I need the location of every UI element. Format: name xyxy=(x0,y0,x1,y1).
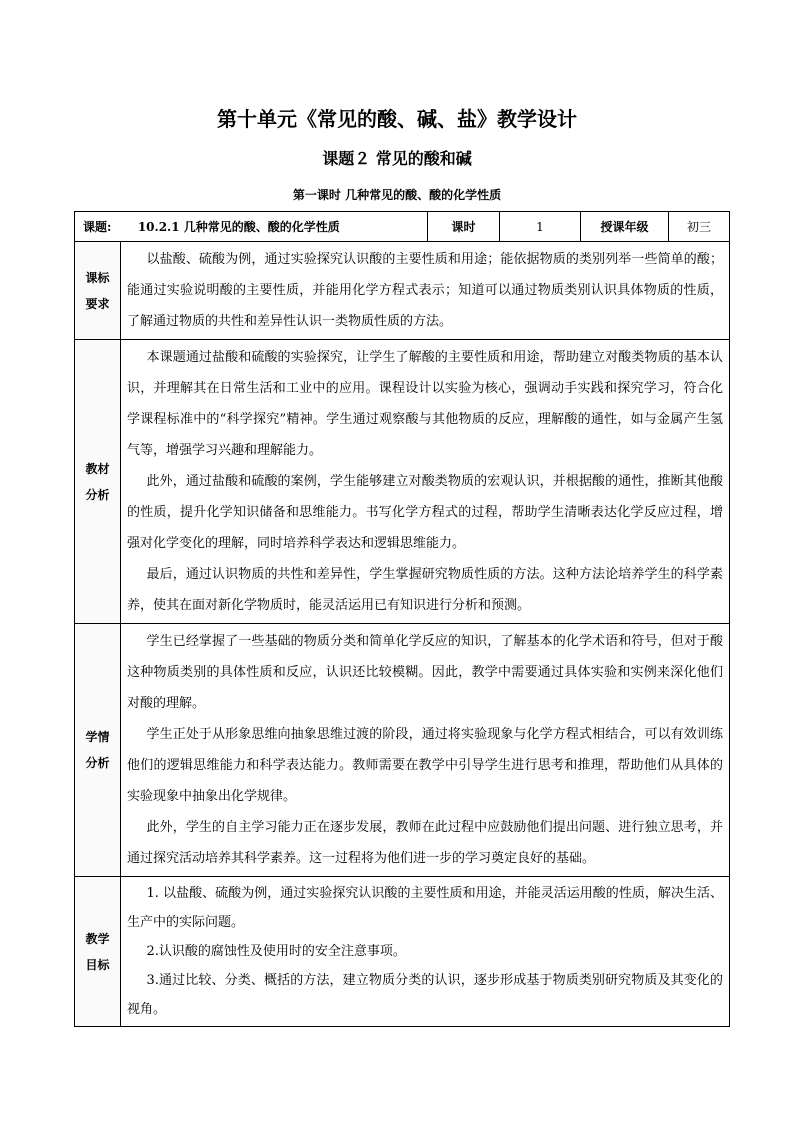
paragraph: 最后，通过认识物质的共性和差异性，学生掌握研究物质性质的方法。这种方法论培养学生的科学素养，使其在面对新化学物质时，能灵活运用已有知识进行分析和预测。 xyxy=(127,567,723,613)
paragraph: 3.通过比较、分类、概括的方法，建立物质分类的认识，逐步形成基于物质类别研究物质及其变化的视角。 xyxy=(127,973,723,1017)
lesson-plan-table xyxy=(74,211,730,1027)
section-label: 教学 目标 xyxy=(75,877,121,1027)
paragraph: 本课题通过盐酸和硫酸的实验探究，让学生了解酸的主要性质和用途，帮助建立对酸类物质的基本认识，并理解其在日常生活和工业中的应用。课程设计以实验为核心，强调动手实践和探究学习，符合化学课程标准中的“科学探究”精神。学生通过观察酸与其他物质的反应，理解酸的通性，如与金属产生氢气等，增强学习兴趣和理解能力。 xyxy=(127,350,723,458)
paragraph: 此外，学生的自主学习能力正在逐步发展，教师在此过程中应鼓励他们提出问题、进行独立思考，并通过探究活动培养其科学素养。这一过程将为他们进一步的学习奠定良好的基础。 xyxy=(127,820,723,866)
page-subtitle: 课题２ 常见的酸和碱 xyxy=(322,149,472,168)
section-content xyxy=(121,877,730,1027)
grade-value: 初三 xyxy=(669,212,730,242)
section-row-student-analysis xyxy=(75,624,730,877)
paragraph: 此外，通过盐酸和硫酸的案例，学生能够建立对酸类物质的宏观认识，并根据酸的通性，推断其他酸的性质，提升化学知识储备和思维能力。书写化学方程式的过程，帮助学生清晰表达化学反应过程，增强对化学变化的理解，同时培养科学表达和逻辑思维能力。 xyxy=(127,474,723,551)
section-label: 学情 分析 xyxy=(75,624,121,877)
grade-label: 授课年级 xyxy=(581,212,669,242)
paragraph: 学生已经掌握了一些基础的物质分类和简单化学反应的知识，了解基本的化学术语和符号，但对于酸这种物质类别的具体性质和反应，认识还比较模糊。因此，教学中需要通过具体实验和实例来深化他们对酸的理解。 xyxy=(127,634,723,711)
header-row xyxy=(75,212,730,242)
paragraph: 学生正处于从形象思维向抽象思维过渡的阶段，通过将实验现象与化学方程式相结合，可以有效训练他们的逻辑思维能力和科学表达能力。教师需要在教学中引导学生进行思考和推理，帮助他们从具体的实验现象中抽象出化学规律。 xyxy=(127,727,723,804)
section-label: 课标 要求 xyxy=(75,242,121,340)
section-content xyxy=(121,242,730,340)
topic-value: 10.2.1 几种常见的酸、酸的化学性质 xyxy=(137,219,340,234)
lesson-heading: 第一课时 几种常见的酸、酸的化学性质 xyxy=(292,188,502,202)
topic-cell xyxy=(75,212,428,242)
page-title: 第十单元《常见的酸、碱、盐》教学设计 xyxy=(217,107,577,131)
period-label: 课时 xyxy=(428,212,500,242)
section-row-textbook-analysis xyxy=(75,340,730,624)
section-content xyxy=(121,340,730,624)
section-row-standards xyxy=(75,242,730,340)
topic-label: 课题: xyxy=(83,219,112,234)
section-content xyxy=(121,624,730,877)
period-value: 1 xyxy=(500,212,581,242)
section-row-teaching-goals xyxy=(75,877,730,1027)
section-label: 教材 分析 xyxy=(75,340,121,624)
paragraph: 1. 以盐酸、硫酸为例，通过实验探究认识酸的主要性质和用途，并能灵活运用酸的性质，解决生活、生产中的实际问题。 xyxy=(127,886,723,930)
paragraph: 以盐酸、硫酸为例，通过实验探究认识酸的主要性质和用途；能依据物质的类别列举一些简单的酸；能通过实验说明酸的主要性质，并能用化学方程式表示；知道可以通过物质类别认识具体物质的性质，了解通过物质的共性和差异性认识一类物质性质的方法。 xyxy=(127,252,723,329)
paragraph: 2.认识酸的腐蚀性及使用时的安全注意事项。 xyxy=(146,944,406,959)
